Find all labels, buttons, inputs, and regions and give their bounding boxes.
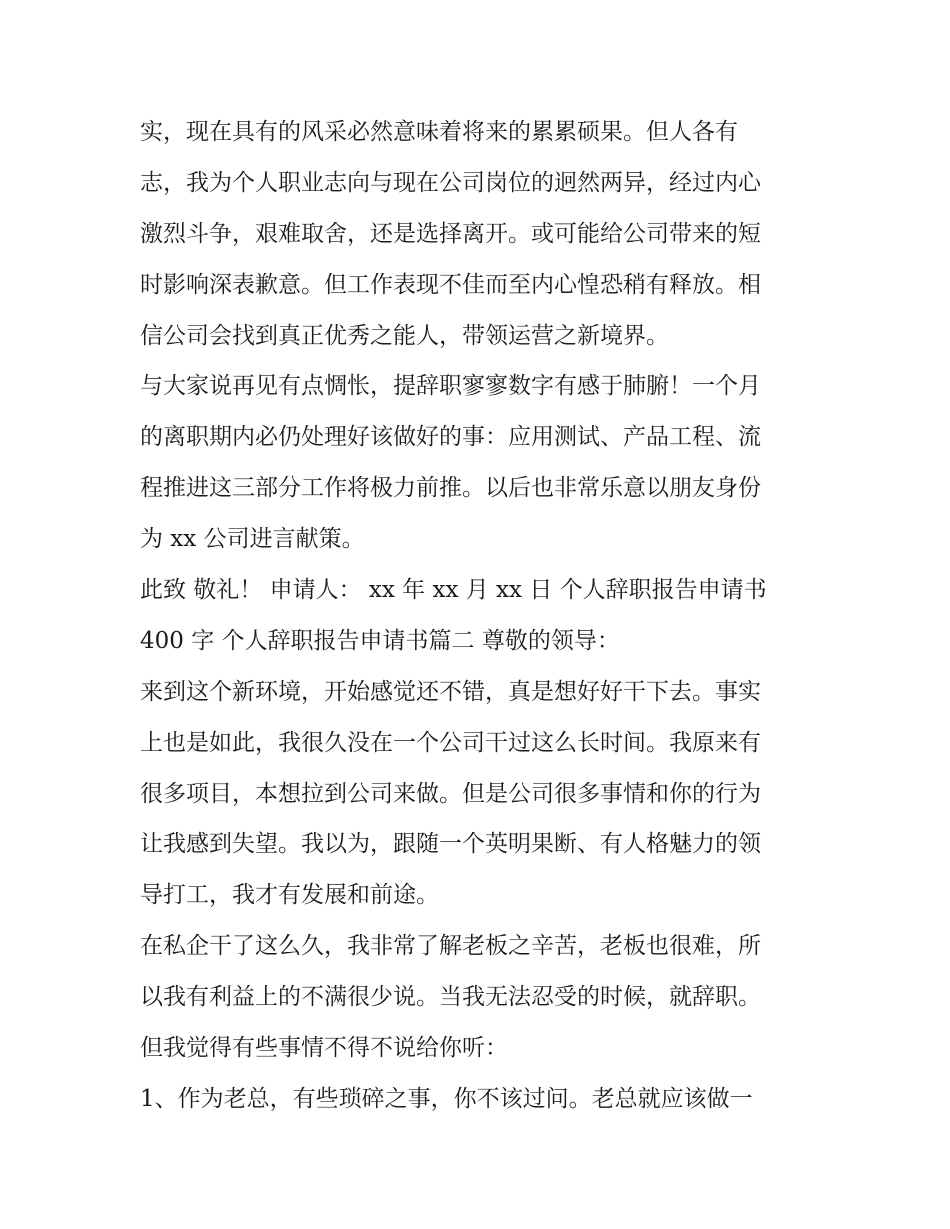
- text-line: 此致 敬礼！ 申请人： xx 年 xx 月 xx 日 个人辞职报告申请书: [140, 577, 767, 604]
- text-line: 在私企干了这么久，我非常了解老板之辛苦，老板也很难，所: [140, 933, 761, 960]
- text-line: 导打工，我才有发展和前途。: [140, 882, 439, 909]
- text-line: 为 xx 公司进言献策。: [140, 526, 365, 553]
- text-line: 来到这个新环境，开始感觉还不错，真是想好好干下去。事实: [140, 678, 761, 705]
- text-line: 上也是如此，我很久没在一个公司干过这么长时间。我原来有: [140, 729, 761, 756]
- text-line: 信公司会找到真正优秀之能人，带领运营之新境界。: [140, 322, 669, 349]
- text-line: 程推进这三部分工作将极力前推。以后也非常乐意以朋友身份: [140, 475, 761, 502]
- text-line: 400 字 个人辞职报告申请书篇二 尊敬的领导：: [140, 627, 620, 654]
- text-line: 很多项目，本想拉到公司来做。但是公司很多事情和你的行为: [140, 780, 761, 807]
- text-line: 实，现在具有的风采必然意味着将来的累累硕果。但人各有: [140, 119, 738, 145]
- text-line: 但我觉得有些事情不得不说给你听：: [140, 1035, 508, 1062]
- text-line: 与大家说再见有点惆怅，提辞职寥寥数字有感于肺腑！一个月: [140, 373, 761, 400]
- text-line: 激烈斗争，艰难取舍，还是选择离开。或可能给公司带来的短: [140, 220, 761, 247]
- document-body: [140, 107, 820, 1125]
- text-line: 志，我为个人职业志向与现在公司岗位的迥然两异，经过内心: [140, 169, 761, 196]
- text-line: 1、作为老总，有些琐碎之事，你不该过问。老总就应该做一: [140, 1085, 753, 1112]
- text-line: 以我有利益上的不满很少说。当我无法忍受的时候，就辞职。: [140, 984, 761, 1011]
- text-line: 的离职期内必仍处理好该做好的事：应用测试、产品工程、流: [140, 424, 761, 451]
- text-line: 让我感到失望。我以为，跟随一个英明果断、有人格魅力的领: [140, 831, 761, 858]
- text-line: 时影响深表歉意。但工作表现不佳而至内心惶恐稍有释放。相: [140, 271, 761, 298]
